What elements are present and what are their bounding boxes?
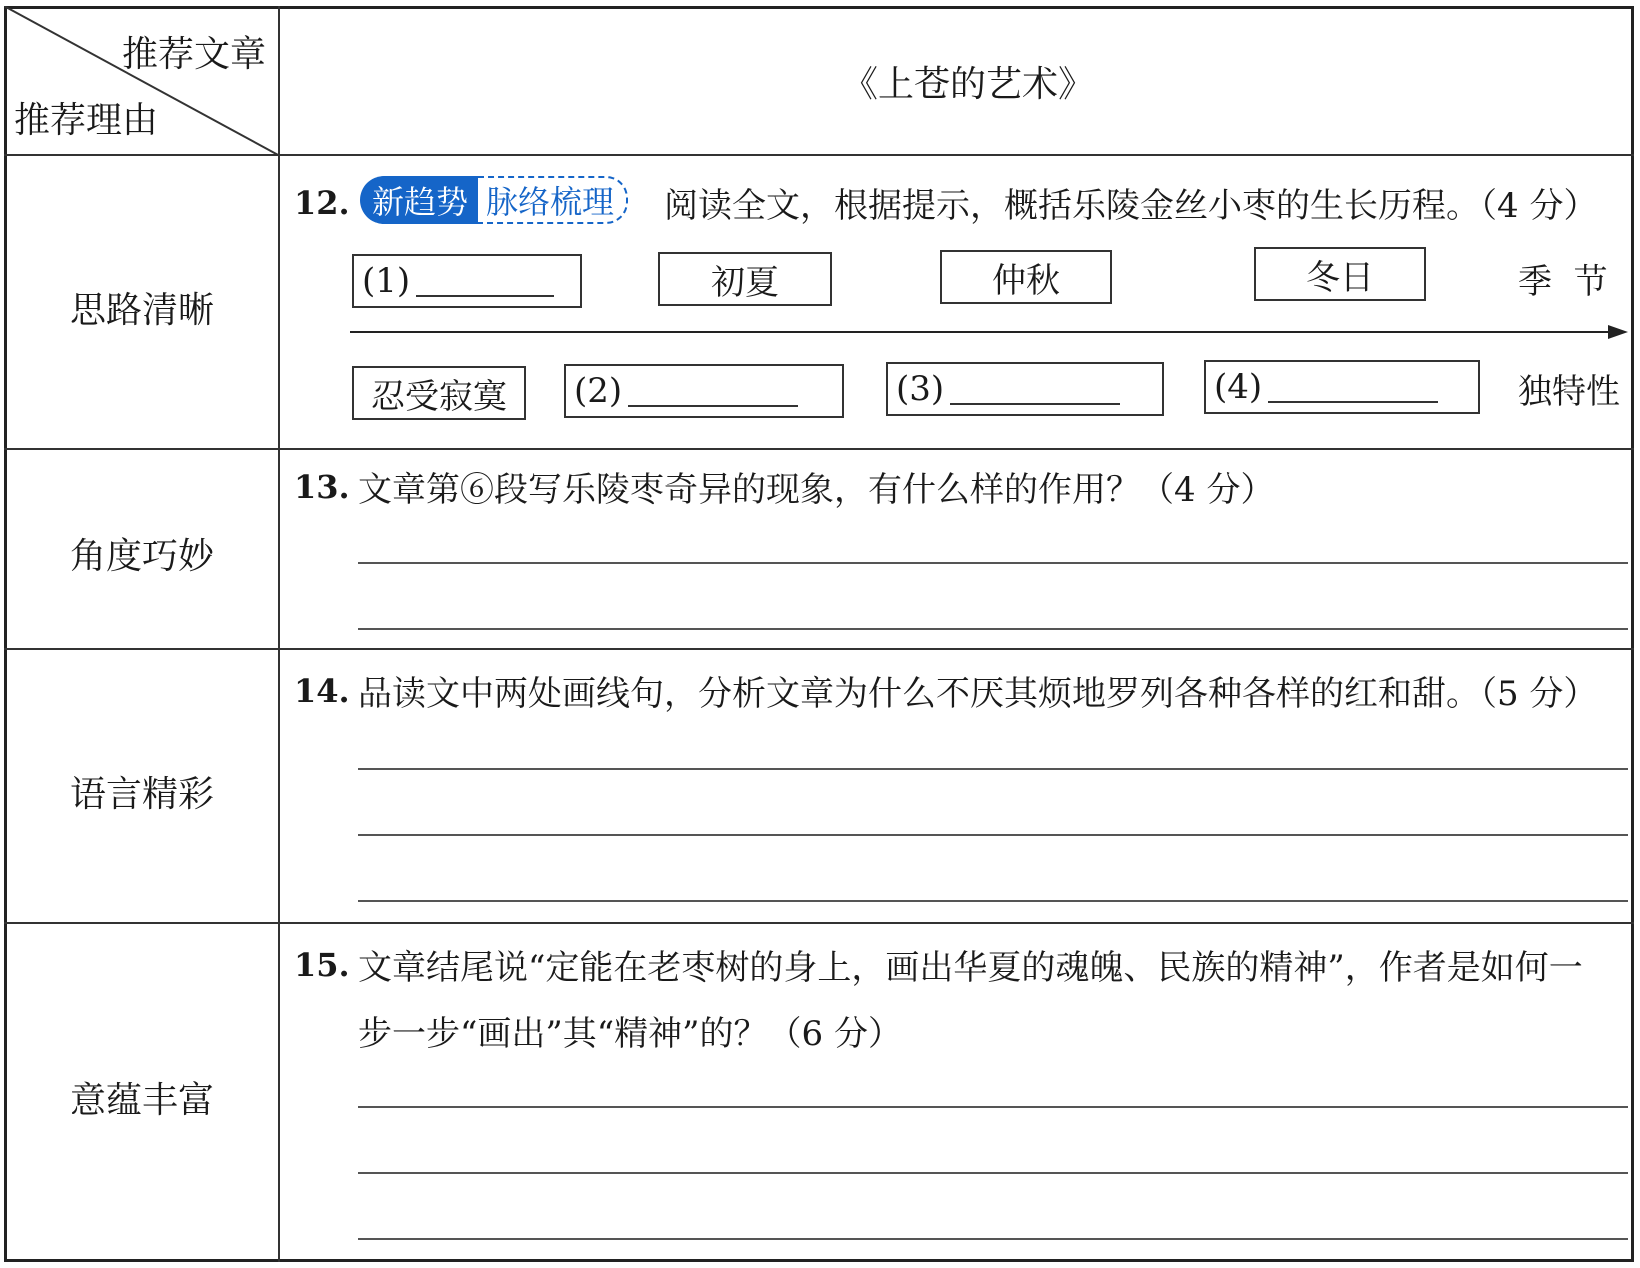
article-title: 《上苍的艺术》 [842, 64, 1095, 105]
answer-blank[interactable] [1268, 371, 1438, 403]
question-text: 阅读全文，根据提示，概括乐陵金丝小枣的生长历程。（4 分） [664, 186, 1598, 226]
question-tag [360, 176, 628, 224]
category-label: 思路清晰 [70, 290, 215, 331]
row-divider-13 [4, 648, 1634, 650]
answer-line[interactable] [358, 1106, 1628, 1108]
answer-blank[interactable] [628, 375, 798, 407]
trait-box [352, 366, 526, 420]
box-label: (1) [362, 261, 411, 301]
question-text-line1: 文章结尾说“定能在老枣树的身上，画出华夏的魂魄、民族的精神”，作者是如何一 [358, 948, 1583, 988]
box-label: 初夏 [711, 262, 779, 303]
category-label: 角度巧妙 [70, 536, 215, 577]
box-label: (3) [896, 369, 945, 409]
answer-box-1[interactable] [352, 254, 582, 308]
timeline-arrow [350, 322, 1630, 342]
box-label: 仲秋 [992, 260, 1060, 301]
answer-line[interactable] [358, 1238, 1628, 1240]
question-number: 15. [294, 946, 350, 984]
timeline-bottom-label: 独特性 [1518, 372, 1620, 412]
question-number: 12. [294, 184, 350, 222]
answer-line[interactable] [358, 768, 1628, 770]
season-box [940, 250, 1112, 304]
season-box [658, 252, 832, 306]
question-text-line2: 步一步“画出”其“精神”的？（6 分） [358, 1014, 902, 1054]
question-text: 品读文中两处画线句，分析文章为什么不厌其烦地罗列各种各样的红和甜。（5 分） [358, 674, 1598, 714]
timeline-top-label: 季 节 [1518, 262, 1608, 302]
answer-line[interactable] [358, 834, 1628, 836]
box-label: (2) [574, 371, 623, 411]
answer-line[interactable] [358, 628, 1628, 630]
header-top-label: 推荐文章 [122, 34, 267, 75]
answer-box-2[interactable] [564, 364, 844, 418]
box-label: 冬日 [1306, 257, 1374, 298]
answer-blank[interactable] [416, 265, 554, 297]
answer-line[interactable] [358, 562, 1628, 564]
answer-box-4[interactable] [1204, 360, 1480, 414]
question-number: 14. [294, 672, 350, 710]
question-number: 13. [294, 468, 350, 506]
column-divider [278, 6, 280, 1262]
box-label: 忍受寂寞 [371, 376, 507, 417]
season-box [1254, 247, 1426, 301]
row-divider-14 [4, 922, 1634, 924]
answer-box-3[interactable] [886, 362, 1164, 416]
tag-secondary: 脉络梳理 [478, 176, 628, 224]
header-bottom-label: 推荐理由 [14, 100, 159, 141]
row-divider-12 [4, 448, 1634, 450]
category-label: 意蕴丰富 [70, 1080, 215, 1121]
tag-primary: 新趋势 [360, 176, 478, 224]
question-text: 文章第⑥段写乐陵枣奇异的现象，有什么样的作用？（4 分） [358, 470, 1275, 510]
answer-line[interactable] [358, 900, 1628, 902]
answer-blank[interactable] [950, 373, 1120, 405]
category-label: 语言精彩 [70, 774, 215, 815]
box-label: (4) [1214, 367, 1263, 407]
answer-line[interactable] [358, 1172, 1628, 1174]
